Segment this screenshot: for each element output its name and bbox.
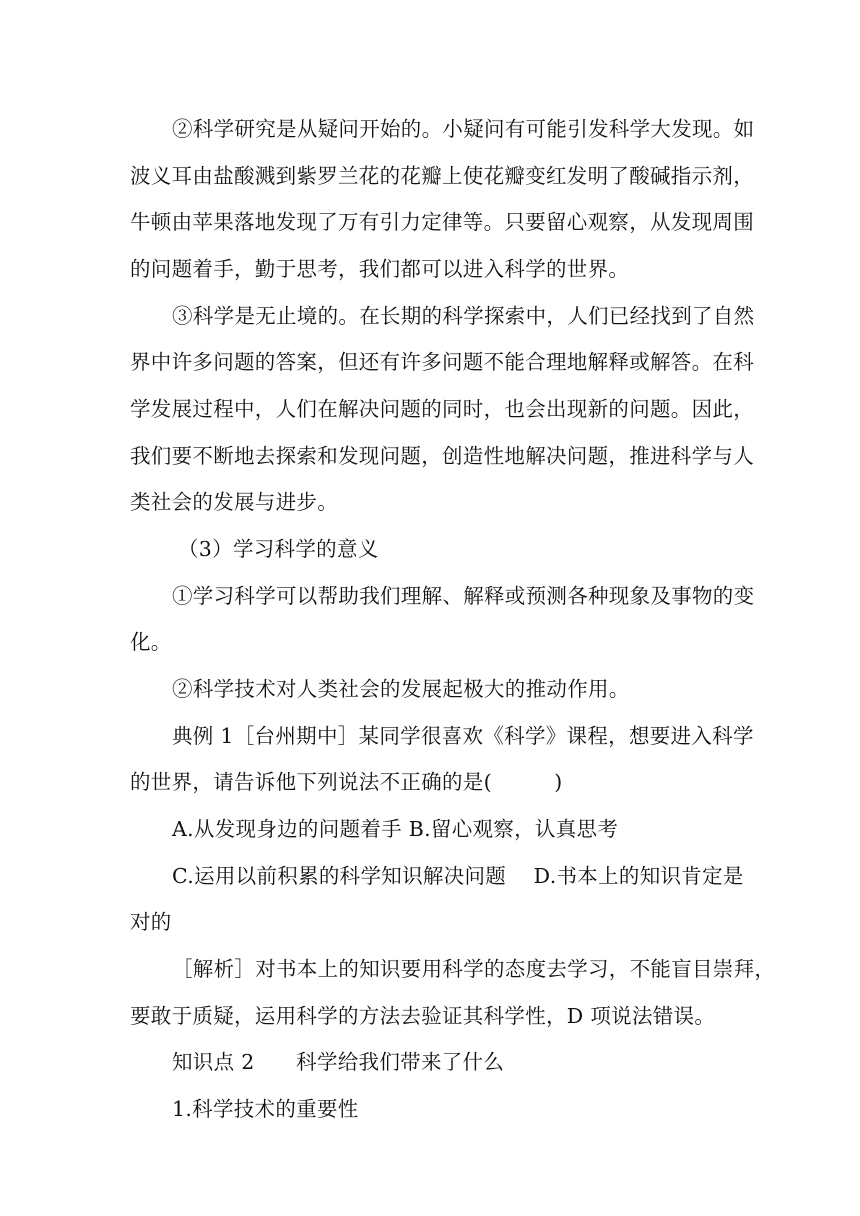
paragraph-line: 的问题着手，勤于思考，我们都可以进入科学的世界。 — [130, 257, 630, 281]
option-line: 对的 — [130, 910, 172, 934]
paragraph-line: 化。 — [130, 630, 172, 654]
analysis-line: 要敢于质疑，运用科学的方法去验证其科学性，D 项说法错误。 — [130, 1004, 716, 1028]
subheading: 1.科学技术的重要性 — [172, 1097, 359, 1121]
paragraph-line: ①学习科学可以帮助我们理解、解释或预测各种现象及事物的变 — [172, 584, 755, 608]
example-question: 典例 1［台州期中］某同学很喜欢《科学》课程，想要进入科学 — [172, 724, 754, 748]
paragraph-line: 学发展过程中，人们在解决问题的同时，也会出现新的问题。因此， — [130, 397, 754, 421]
paragraph-line: 类社会的发展与进步。 — [130, 490, 338, 514]
option-line: A.从发现身边的问题着手 B.留心观察，认真思考 — [172, 817, 619, 841]
example-question: 的世界，请告诉他下列说法不正确的是( ) — [130, 770, 563, 794]
paragraph-line: 波义耳由盐酸溅到紫罗兰花的花瓣上使花瓣变红发明了酸碱指示剂， — [130, 164, 754, 188]
analysis-line: ［解析］对书本上的知识要用科学的态度去学习，不能盲目崇拜， — [172, 957, 776, 981]
paragraph-line: 牛顿由苹果落地发现了万有引力定律等。只要留心观察，从发现周围 — [130, 210, 754, 234]
paragraph-line: ②科学研究是从疑问开始的。小疑问有可能引发科学大发现。如 — [172, 117, 755, 141]
paragraph-line: 界中许多问题的答案，但还有许多问题不能合理地解释或解答。在科 — [130, 350, 754, 374]
section-heading: （3）学习科学的意义 — [178, 537, 379, 561]
paragraph-line: ③科学是无止境的。在长期的科学探索中，人们已经找到了自然 — [172, 304, 755, 328]
knowledge-point-heading: 知识点 2 科学给我们带来了什么 — [172, 1050, 505, 1074]
paragraph-line: ②科学技术对人类社会的发展起极大的推动作用。 — [172, 677, 630, 701]
paragraph-line: 我们要不断地去探索和发现问题，创造性地解决问题，推进科学与人 — [130, 444, 754, 468]
option-line: C.运用以前积累的科学知识解决问题 D.书本上的知识肯定是 — [172, 864, 744, 888]
